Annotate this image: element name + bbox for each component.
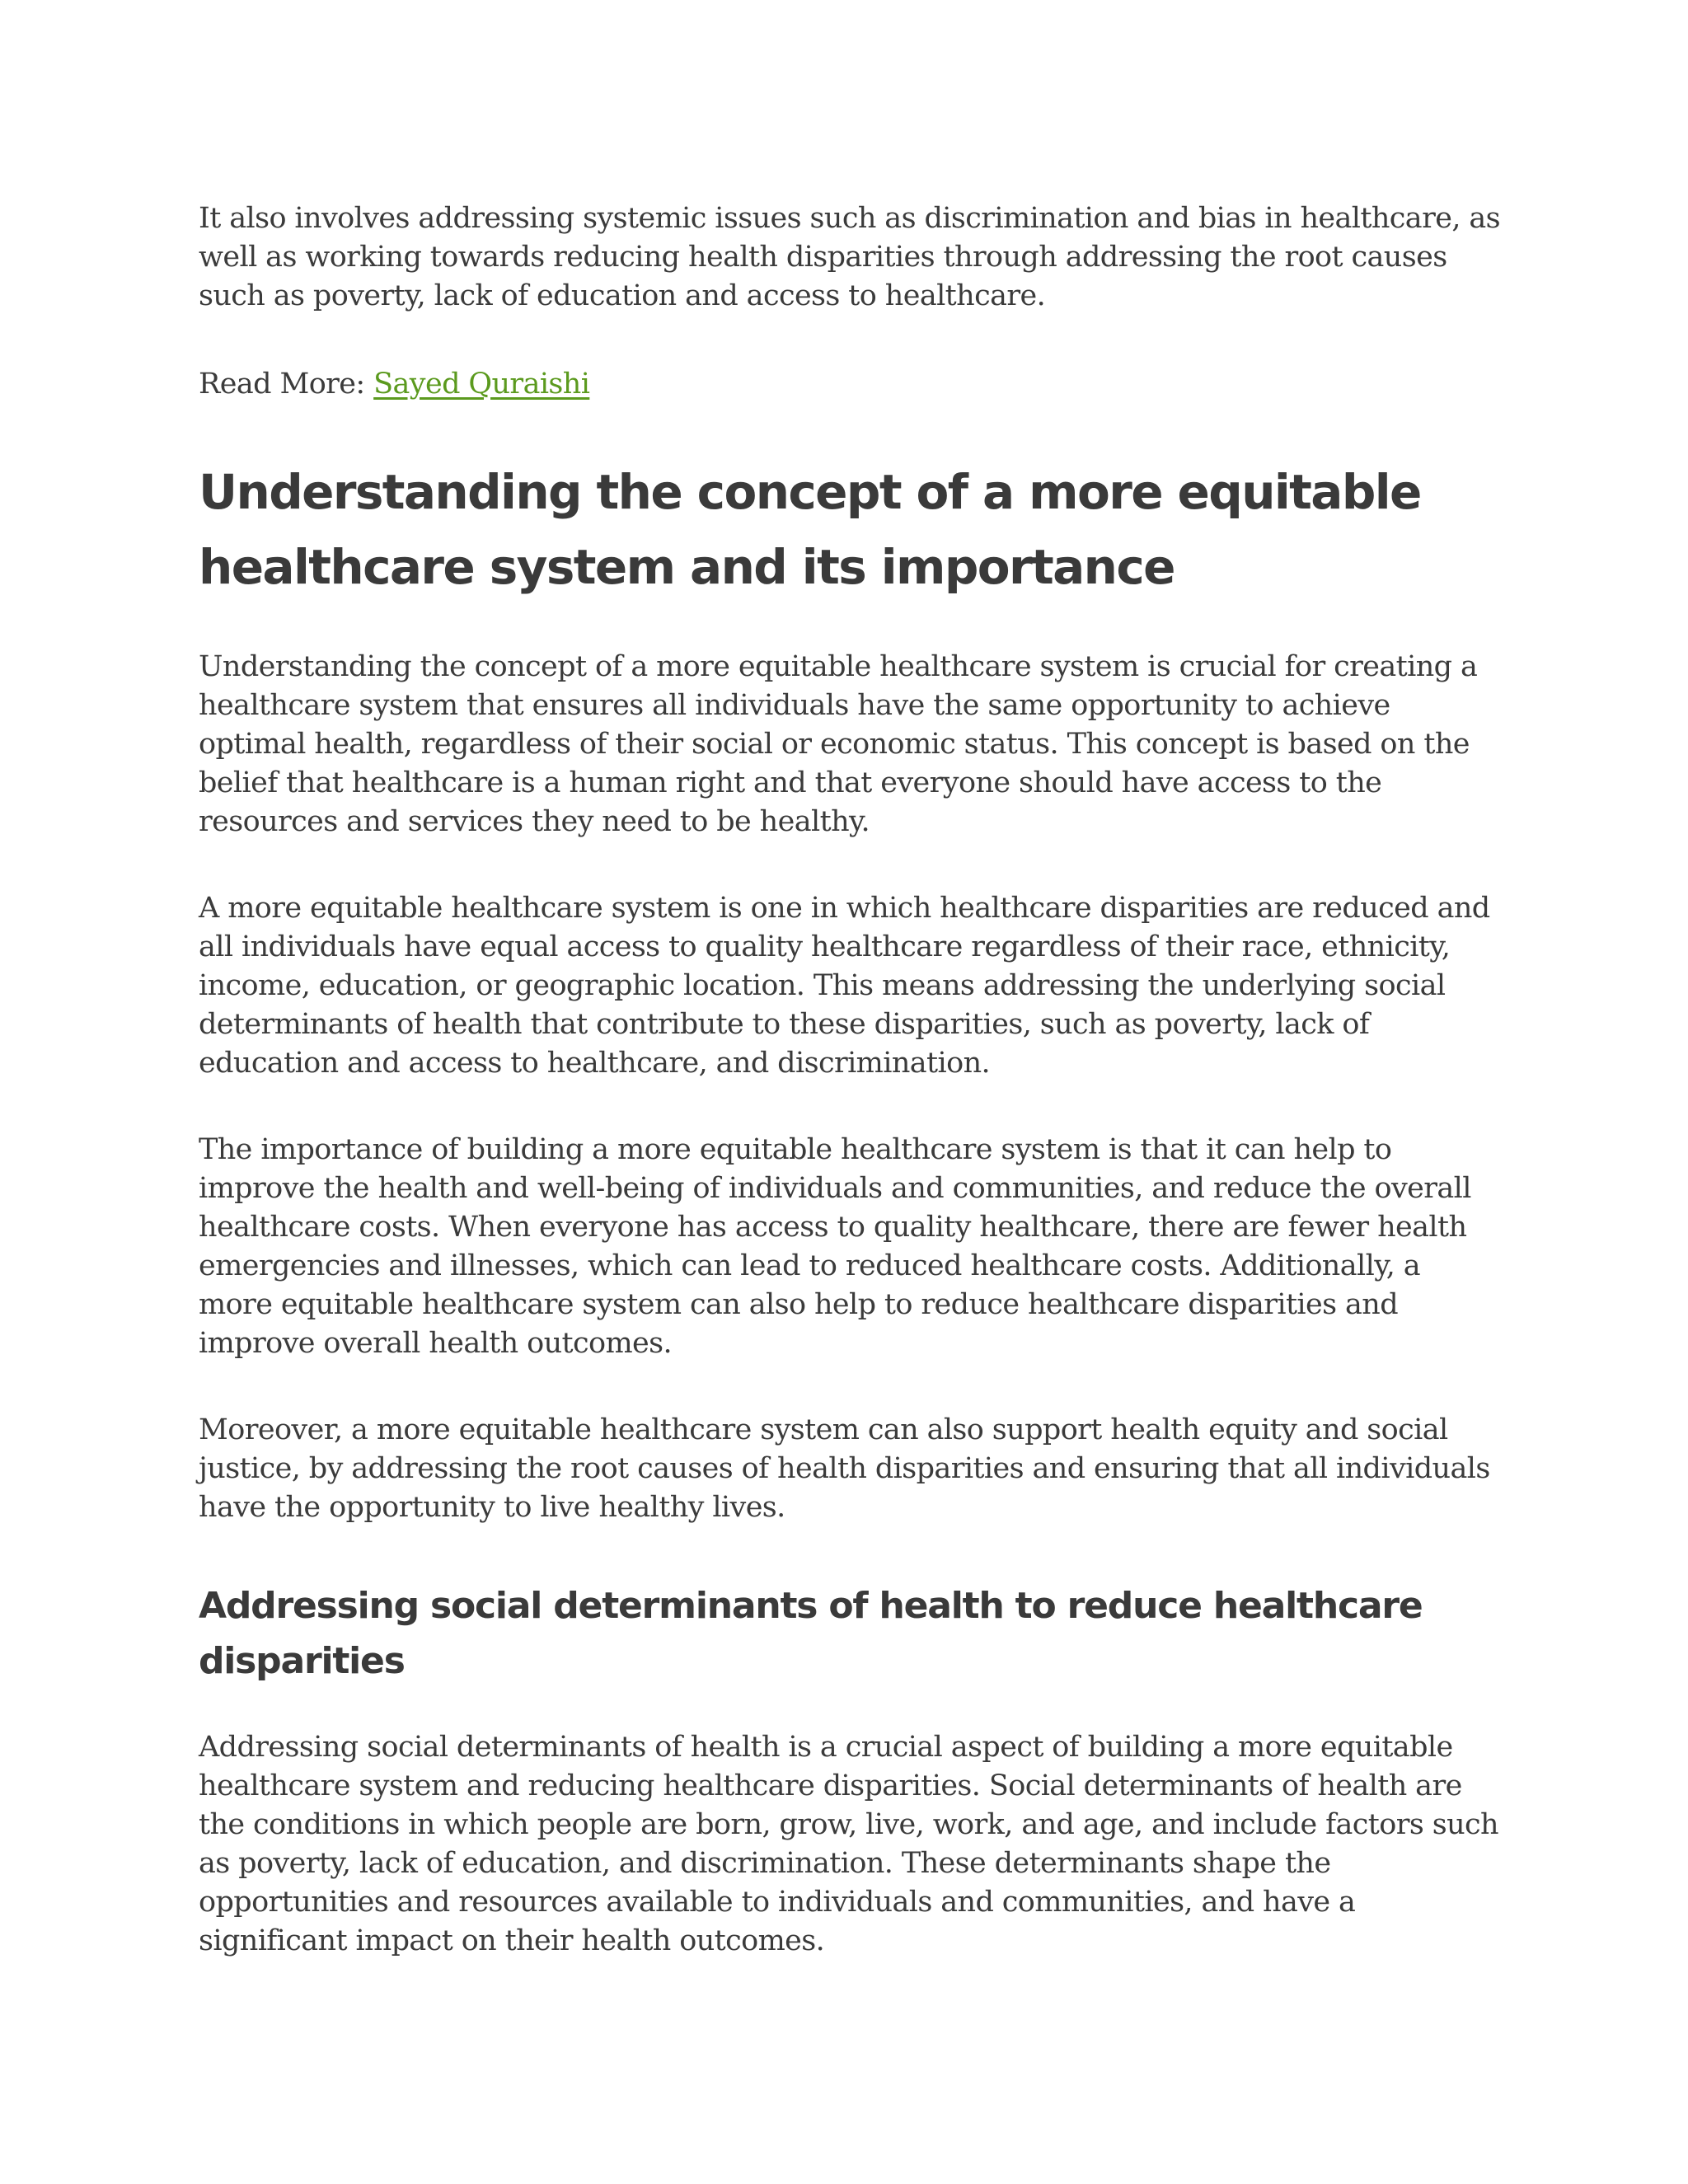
paragraph-social-determinants: Addressing social determinants of health is a crucial aspect of building a more equitable healthcare system and reducing healthcare disparities. Social determinants of health are the conditions in which people are born, grow, live, work, and age, and include factors such as poverty, lack of education, and discrimination. These determinants shape the opportunities and resources available to individuals and communities, and have a significant impact on their health outcomes. <box>199 1731 1498 1957</box>
paragraph-concept: Understanding the concept of a more equitable healthcare system is crucial for creating a healthcare system that ensures all individuals have the same opportunity to achieve optimal health, regardless of their social or economic status. This concept is based on the belief that healthcare is a human right and that everyone should have access to the resources and services they need to be healthy. <box>199 650 1478 838</box>
section-heading-social-determinants: Addressing social determinants of health to reduce healthcare disparities <box>199 1585 1423 1682</box>
read-more-link[interactable]: Sayed Quraishi <box>373 368 590 401</box>
read-more-label: Read More: <box>199 368 374 401</box>
paragraph-moreover: Moreover, a more equitable healthcare system can also support health equity and social justice, by addressing the root causes of health disparities and ensuring that all individuals have the opportunity to live healthy lives. <box>199 1413 1490 1524</box>
read-more-line <box>199 365 1501 404</box>
article-body <box>199 199 1501 2008</box>
intro-paragraph: It also involves addressing systemic issues such as discrimination and bias in healthcare, as well as working towards reducing health disparities through addressing the root causes such as poverty, lack of education and access to healthcare. <box>199 202 1500 312</box>
paragraph-definition: A more equitable healthcare system is one in which healthcare disparities are reduced and all individuals have equal access to quality healthcare regardless of their race, ethnicity, income, education, or geographic location. This means addressing the underlying social determinants of health that contribute to these disparities, such as poverty, lack of education and access to healthcare, and discrimination. <box>199 892 1490 1080</box>
paragraph-importance: The importance of building a more equitable healthcare system is that it can help to improve the health and well-being of individuals and communities, and reduce the overall healthcare costs. When everyone has access to quality healthcare, there are fewer health emergencies and illnesses, which can lead to reduced healthcare costs. Additionally, a more equitable healthcare system can also help to reduce healthcare disparities and improve overall health outcomes. <box>199 1133 1471 1360</box>
section-heading-equitable-healthcare: Understanding the concept of a more equitable healthcare system and its importance <box>199 464 1421 595</box>
